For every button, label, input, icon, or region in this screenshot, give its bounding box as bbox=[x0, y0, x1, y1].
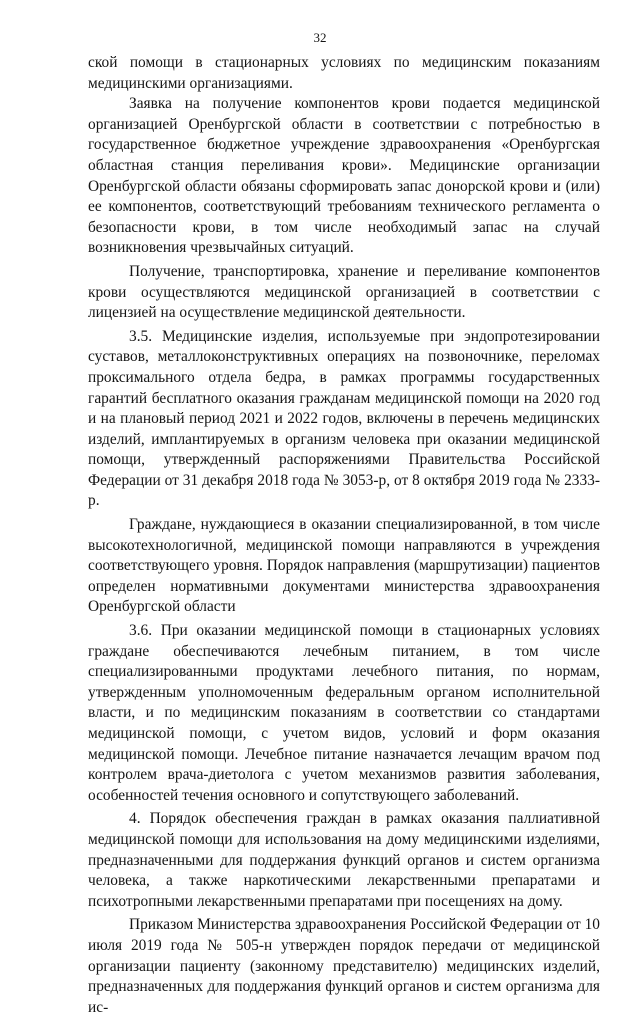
paragraph-section-3-6: 3.6. При оказании медицинской помощи в стационарных условиях граждане обеспечиваются лечебным питанием, в том числе специализированными продуктами лечебного питания, по нормам, утвержденным уполномоченным федеральным органом исполнительной власти, и по медицинским показаниям в соответствии со стандартами медицинской помощи, с учетом видов, условий и форм оказания медицинской помощи. Лечебное питание назначается лечащим врачом под контролем врача-диетолога с учетом механизмов развития заболевания, особенностей течения основного и сопутствующего заболеваний. bbox=[88, 622, 600, 804]
paragraph-blood-components-request: Заявка на получение компонентов крови подается медицинской организацией Оренбургской области в соответствии с потребностью в государственное бюджетное учреждение здравоохранения «Оренбургская областная станция переливания крови». Медицинские организации Оренбургской области обязаны сформировать запас донорской крови и (или) ее компонентов, соответствующий требованиям технического регламента о безопасности крови, в том числе необходимый запас на случай возникновения чрезвычайных ситуаций. bbox=[88, 95, 600, 257]
paragraph-blood-transfusion: Получение, транспортировка, хранение и переливание компонентов крови осуществляются медицинской организацией в соответствии с лицензией на осуществление медицинской деятельности. bbox=[88, 262, 600, 322]
paragraph-specialized-care: Граждане, нуждающиеся в оказании специализированной, в том числе высокотехнологичной, медицинской помощи направляются в учреждения соответствующего уровня. Порядок направления (маршрутизации) пациентов определен нормативными документами министерства здравоохранения Оренбургской области bbox=[88, 516, 600, 616]
paragraph-continuation: ской помощи в стационарных условиях по медицинским показаниям медицинскими организациями. bbox=[88, 54, 600, 92]
document-body bbox=[88, 53, 600, 1018]
paragraph-section-3-5: 3.5. Медицинские изделия, используемые при эндопротезировании суставов, металлоконструктивных операциях на позвоночнике, переломах проксимального отдела бедра, в рамках программы государственных гарантий бесплатного оказания гражданам медицинской помощи на 2020 год и на плановый период 2021 и 2022 годов, включены в перечень медицинских изделий, имплантируемых в организм человека при оказании медицинской помощи, утвержденный распоряжениями Правительства Российской Федерации от 31 декабря 2018 года № 3053-р, от 8 октября 2019 года № 2333-р. bbox=[88, 327, 600, 510]
page-number: 32 bbox=[313, 30, 327, 45]
paragraph-order-505n: Приказом Министерства здравоохранения Российской Федерации от 10 июля 2019 года № 505-н утвержден порядок передачи от медицинской организации пациенту (законному представителю) медицинских изделий, предназначенных для поддержания функций органов и систем организма для ис- bbox=[88, 916, 600, 1016]
paragraph-section-4: 4. Порядок обеспечения граждан в рамках оказания паллиативной медицинской помощи для использования на дому медицинскими изделиями, предназначенными для поддержания функций органов и систем организма человека, а также наркотическими лекарственными препаратами и психотропными лекарственными препаратами при посещениях на дому. bbox=[88, 810, 600, 910]
